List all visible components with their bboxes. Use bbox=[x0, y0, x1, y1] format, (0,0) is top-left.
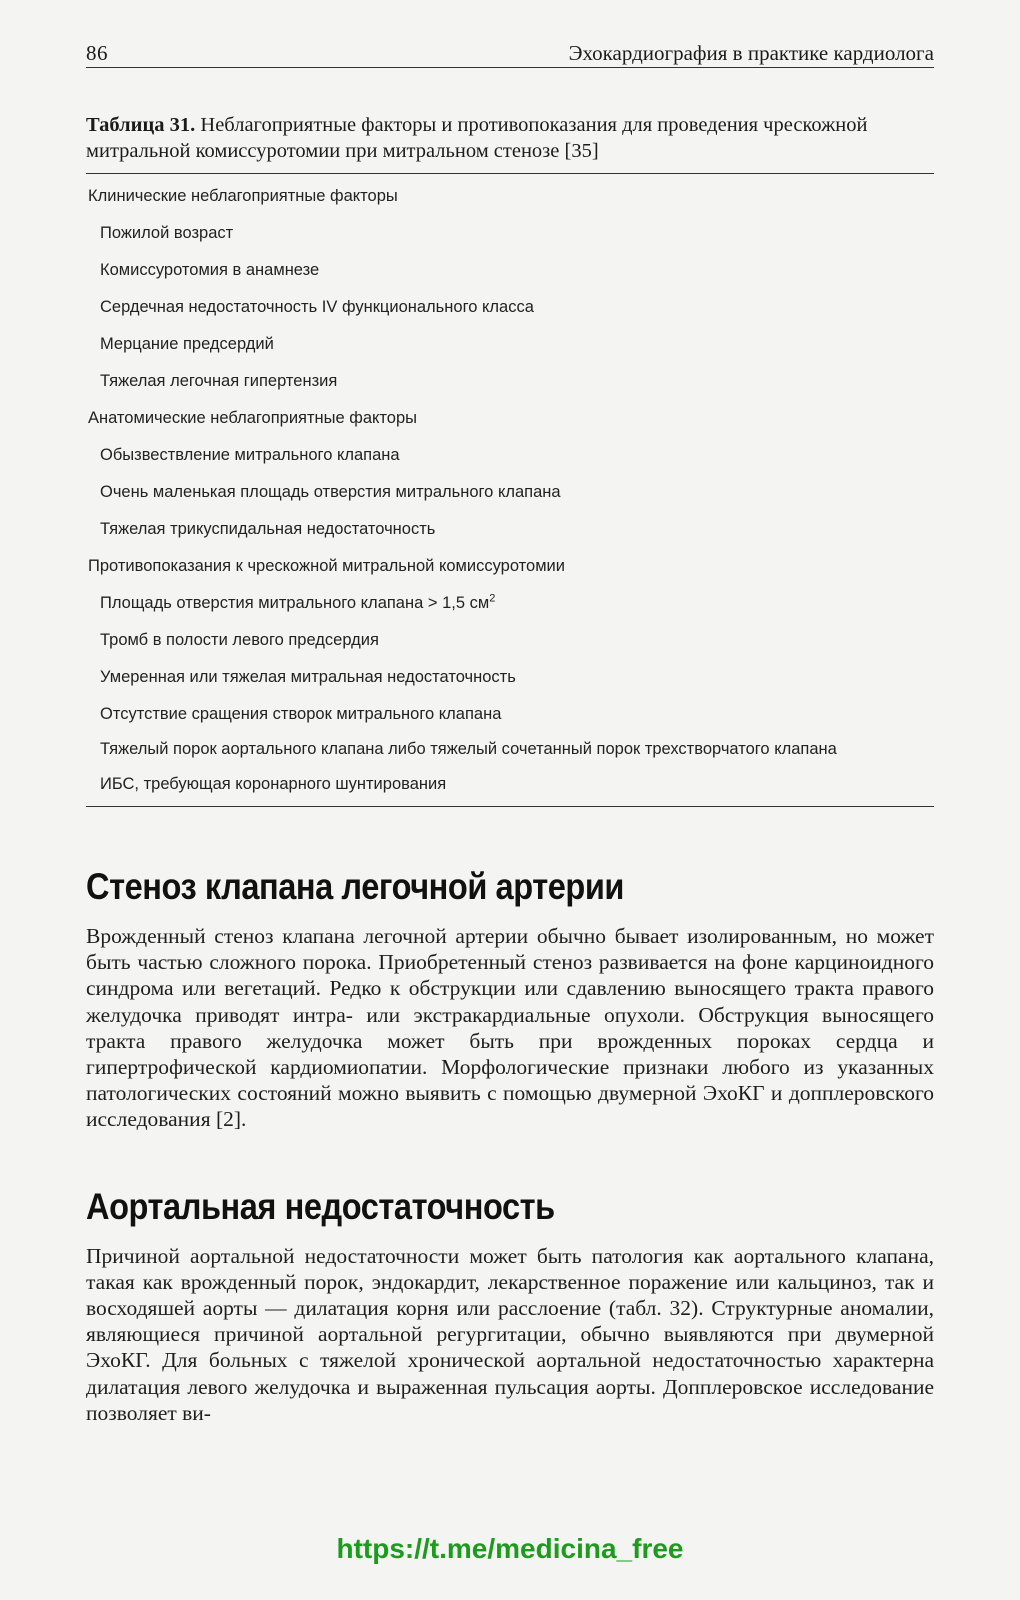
table-caption-text: Неблагоприятные факторы и противопоказания для проведения чрескожной митральной комиссуротомии при митральном стенозе [35] bbox=[86, 114, 868, 162]
table-cell: Обызвествление митрального клапана bbox=[100, 446, 400, 464]
table-row-item bbox=[86, 766, 934, 803]
table-row-item bbox=[86, 659, 934, 696]
table-cell: Комиссуротомия в анамнезе bbox=[100, 261, 320, 279]
table-row-item bbox=[86, 326, 934, 363]
table-cell: Площадь отверстия митрального клапана > 1,5 см bbox=[100, 594, 490, 612]
table-cell: Сердечная недостаточность IV функционального класса bbox=[100, 298, 534, 316]
telegram-link[interactable]: https://t.me/medicina_free bbox=[336, 1533, 684, 1564]
table-cell: Умеренная или тяжелая митральная недостаточность bbox=[100, 668, 516, 686]
body-paragraph: Врожденный стеноз клапана легочной артерии обычно бывает изолированным, но может быть частью сложного порока. Приобретенный стеноз развивается на фоне карциноидного синдрома или вегетаций. Редко к обструкции или сдавлению выносящего тракта правого желудочка приводят интра- или экстракардиальные опухоли. Обструкция выносящего тракта правого желудочка может быть при врожденных пороках сердца и гипертрофической кардиомиопатии. Морфологические признаки любого из указанных патологических состояний можно выявить с помощью двумерной ЭхоКГ и допплеровского исследования [2]. bbox=[86, 924, 934, 1132]
table-cell: Тяжелая легочная гипертензия bbox=[100, 372, 338, 390]
book-page bbox=[86, 40, 934, 1426]
table-cell: Тяжелая трикуспидальная недостаточность bbox=[100, 520, 436, 538]
table-row-item bbox=[86, 437, 934, 474]
table-cell: Тромб в полости левого предсердия bbox=[100, 631, 379, 649]
table-row-item bbox=[86, 289, 934, 326]
body-paragraph: Причиной аортальной недостаточности может быть патология как аортального клапана, такая как врожденный порок, эндокардит, лекарственное поражение или кальциноз, так и восходяшей аорты — дилатация корня или расслоение (табл. 32). Структурные аномалии, являющиеся причиной аортальной регургитации, обычно выявляются при двумерной ЭхоКГ. Для больных с тяжелой хронической аортальной недостаточностью характерна дилатация левого желудочка и выраженная пульсация аорты. Допплеровское исследование позволяет ви- bbox=[86, 1243, 934, 1425]
table-cell: Противопоказания к чрескожной митральной комиссуротомии bbox=[88, 557, 565, 575]
table-cell: Мерцание предсердий bbox=[100, 335, 274, 353]
table-cell: Отсутствие сращения створок митрального клапана bbox=[100, 705, 502, 723]
table-row-section bbox=[86, 400, 934, 437]
table-row-item bbox=[86, 733, 934, 766]
table-bottom-rule bbox=[86, 806, 934, 807]
table-row-item bbox=[86, 622, 934, 659]
table-row-item bbox=[86, 585, 934, 622]
table-row-item bbox=[86, 696, 934, 733]
page-number: 86 bbox=[86, 41, 108, 65]
table-row-item bbox=[86, 511, 934, 548]
section-heading: Стеноз клапана легочной артерии bbox=[86, 866, 625, 907]
running-header bbox=[86, 40, 934, 68]
table-row-item bbox=[86, 474, 934, 511]
table-body bbox=[86, 174, 934, 806]
table-cell: ИБС, требующая коронарного шунтирования bbox=[100, 775, 447, 793]
table-cell: Очень маленькая площадь отверстия митрального клапана bbox=[100, 483, 561, 501]
table-row-item bbox=[86, 363, 934, 400]
section-heading: Аортальная недостаточность bbox=[86, 1185, 555, 1227]
table-row-item bbox=[86, 215, 934, 252]
table-cell: Анатомические неблагоприятные факторы bbox=[88, 409, 418, 427]
table-cell: Пожилой возраст bbox=[100, 224, 234, 242]
table-caption bbox=[86, 112, 934, 164]
superscript: 2 bbox=[489, 592, 496, 605]
table-row-section bbox=[86, 178, 934, 215]
table-cell: Тяжелый порок аортального клапана либо тяжелый сочетанный порок трехстворчатого клапана bbox=[100, 740, 837, 758]
table-row-item bbox=[86, 252, 934, 289]
book-title: Эхокардиография в практике кардиолога bbox=[568, 41, 934, 65]
table-cell: Клинические неблагоприятные факторы bbox=[88, 187, 398, 205]
table-row-section bbox=[86, 548, 934, 585]
table-caption-label: Таблица 31. bbox=[86, 114, 196, 136]
